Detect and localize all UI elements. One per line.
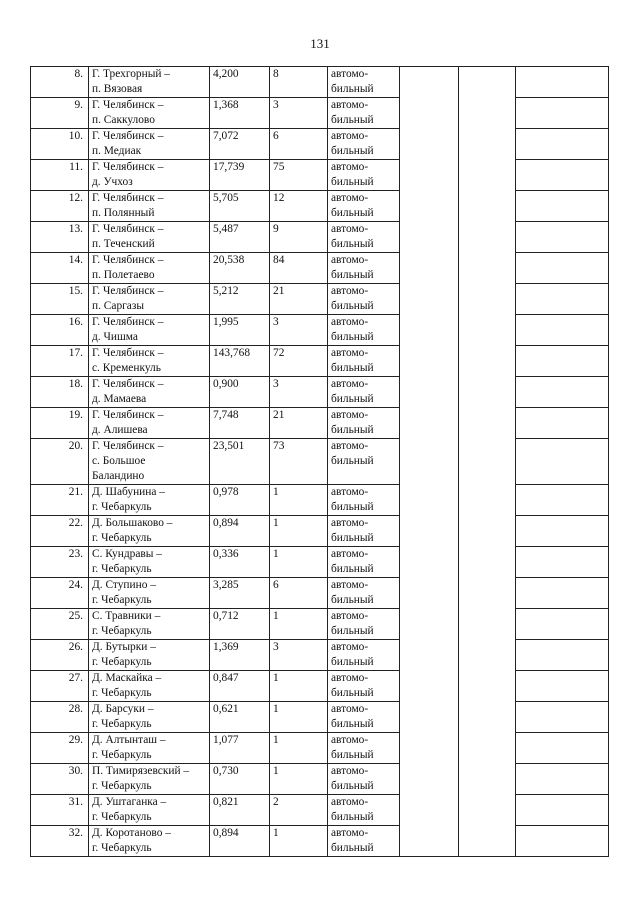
distance-cell: 1,369 bbox=[210, 640, 270, 671]
route-to: г. Чебаркуль bbox=[92, 625, 152, 637]
route-to: п. Медиак bbox=[92, 145, 142, 157]
route-cell bbox=[89, 222, 210, 253]
route-from: Д. Коротаново – bbox=[92, 827, 171, 839]
table-row bbox=[31, 439, 609, 485]
distance-cell: 0,712 bbox=[210, 609, 270, 640]
type-line-1: автомо- bbox=[331, 378, 369, 390]
blank-cell bbox=[516, 733, 609, 764]
type-line-1: автомо- bbox=[331, 827, 369, 839]
blank-cell bbox=[516, 253, 609, 284]
row-number: 22. bbox=[31, 516, 89, 547]
route-cell bbox=[89, 547, 210, 578]
route-from: Г. Трехгорный – bbox=[92, 68, 170, 80]
type-line-1: автомо- bbox=[331, 223, 369, 235]
type-line-2: бильный bbox=[331, 842, 374, 854]
route-cell bbox=[89, 516, 210, 547]
route-to: г. Чебаркуль bbox=[92, 594, 152, 606]
type-cell bbox=[328, 377, 400, 408]
distance-cell: 5,705 bbox=[210, 191, 270, 222]
blank-cell bbox=[516, 315, 609, 346]
distance-cell: 17,739 bbox=[210, 160, 270, 191]
type-cell bbox=[328, 609, 400, 640]
table-row bbox=[31, 191, 609, 222]
table-row bbox=[31, 160, 609, 191]
row-number: 20. bbox=[31, 439, 89, 485]
route-from: Г. Челябинск – bbox=[92, 130, 164, 142]
blank-cell bbox=[516, 516, 609, 547]
row-number: 10. bbox=[31, 129, 89, 160]
table-row bbox=[31, 284, 609, 315]
row-number: 19. bbox=[31, 408, 89, 439]
table-row bbox=[31, 671, 609, 702]
type-cell bbox=[328, 67, 400, 98]
row-number: 8. bbox=[31, 67, 89, 98]
count-cell: 1 bbox=[270, 671, 328, 702]
row-number: 17. bbox=[31, 346, 89, 377]
type-cell bbox=[328, 253, 400, 284]
type-cell bbox=[328, 439, 400, 485]
type-line-2: бильный bbox=[331, 811, 374, 823]
blank-cell bbox=[516, 191, 609, 222]
route-from: Г. Челябинск – bbox=[92, 285, 164, 297]
table-row bbox=[31, 222, 609, 253]
route-from: Г. Челябинск – bbox=[92, 99, 164, 111]
distance-cell: 5,212 bbox=[210, 284, 270, 315]
count-cell: 21 bbox=[270, 284, 328, 315]
row-number: 31. bbox=[31, 795, 89, 826]
route-from: Д. Бутырки – bbox=[92, 641, 156, 653]
type-cell bbox=[328, 547, 400, 578]
route-to: д. Алишева bbox=[92, 424, 148, 436]
route-cell bbox=[89, 795, 210, 826]
route-from: Г. Челябинск – bbox=[92, 161, 164, 173]
type-cell bbox=[328, 485, 400, 516]
blank-cell bbox=[516, 408, 609, 439]
distance-cell: 1,077 bbox=[210, 733, 270, 764]
count-cell: 2 bbox=[270, 795, 328, 826]
row-number: 32. bbox=[31, 826, 89, 857]
blank-cell bbox=[516, 671, 609, 702]
type-line-1: автомо- bbox=[331, 68, 369, 80]
row-number: 27. bbox=[31, 671, 89, 702]
table-row bbox=[31, 67, 609, 98]
route-cell bbox=[89, 129, 210, 160]
blank-cell bbox=[516, 764, 609, 795]
route-to: г. Чебаркуль bbox=[92, 811, 152, 823]
count-cell: 1 bbox=[270, 733, 328, 764]
route-cell bbox=[89, 67, 210, 98]
route-to: г. Чебаркуль bbox=[92, 749, 152, 761]
distance-cell: 0,900 bbox=[210, 377, 270, 408]
type-cell bbox=[328, 191, 400, 222]
type-line-1: автомо- bbox=[331, 703, 369, 715]
blank-cell bbox=[516, 795, 609, 826]
table-row bbox=[31, 547, 609, 578]
distance-cell: 3,285 bbox=[210, 578, 270, 609]
table-row bbox=[31, 129, 609, 160]
distance-cell: 0,894 bbox=[210, 516, 270, 547]
route-cell bbox=[89, 702, 210, 733]
table-row bbox=[31, 377, 609, 408]
table-row bbox=[31, 578, 609, 609]
row-number: 26. bbox=[31, 640, 89, 671]
table-row bbox=[31, 315, 609, 346]
count-cell: 72 bbox=[270, 346, 328, 377]
type-line-1: автомо- bbox=[331, 192, 369, 204]
type-cell bbox=[328, 640, 400, 671]
table-row bbox=[31, 733, 609, 764]
distance-cell: 1,995 bbox=[210, 315, 270, 346]
route-to: д. Учхоз bbox=[92, 176, 133, 188]
route-to: п. Саккулово bbox=[92, 114, 155, 126]
count-cell: 9 bbox=[270, 222, 328, 253]
row-number: 18. bbox=[31, 377, 89, 408]
distance-cell: 0,730 bbox=[210, 764, 270, 795]
route-to: п. Полетаево bbox=[92, 269, 155, 281]
distance-cell: 0,847 bbox=[210, 671, 270, 702]
type-line-1: автомо- bbox=[331, 796, 369, 808]
type-line-1: автомо- bbox=[331, 610, 369, 622]
count-cell: 21 bbox=[270, 408, 328, 439]
route-to: п. Полянный bbox=[92, 207, 155, 219]
route-cell bbox=[89, 578, 210, 609]
distance-cell: 0,821 bbox=[210, 795, 270, 826]
row-number: 15. bbox=[31, 284, 89, 315]
blank-cell bbox=[516, 640, 609, 671]
route-from: С. Травники – bbox=[92, 610, 161, 622]
route-from: Г. Челябинск – bbox=[92, 378, 164, 390]
type-line-1: автомо- bbox=[331, 486, 369, 498]
type-cell bbox=[328, 702, 400, 733]
count-cell: 8 bbox=[270, 67, 328, 98]
route-cell bbox=[89, 609, 210, 640]
table-row bbox=[31, 702, 609, 733]
route-to: г. Чебаркуль bbox=[92, 656, 152, 668]
distance-cell: 7,748 bbox=[210, 408, 270, 439]
type-line-2: бильный bbox=[331, 625, 374, 637]
blank-cell bbox=[516, 439, 609, 485]
route-cell bbox=[89, 439, 210, 485]
route-from: Г. Челябинск – bbox=[92, 347, 164, 359]
table-row bbox=[31, 408, 609, 439]
count-cell: 1 bbox=[270, 702, 328, 733]
route-cell bbox=[89, 408, 210, 439]
route-to: г. Чебаркуль bbox=[92, 563, 152, 575]
route-cell bbox=[89, 191, 210, 222]
row-number: 25. bbox=[31, 609, 89, 640]
row-number: 24. bbox=[31, 578, 89, 609]
blank-cell bbox=[516, 98, 609, 129]
type-line-2: бильный bbox=[331, 114, 374, 126]
table-row bbox=[31, 826, 609, 857]
distance-cell: 0,894 bbox=[210, 826, 270, 857]
type-line-1: автомо- bbox=[331, 548, 369, 560]
route-from: П. Тимирязевский – bbox=[92, 765, 190, 777]
type-line-1: автомо- bbox=[331, 765, 369, 777]
table-row bbox=[31, 98, 609, 129]
count-cell: 84 bbox=[270, 253, 328, 284]
type-line-2: бильный bbox=[331, 656, 374, 668]
count-cell: 12 bbox=[270, 191, 328, 222]
table-row bbox=[31, 485, 609, 516]
count-cell: 3 bbox=[270, 315, 328, 346]
count-cell: 3 bbox=[270, 98, 328, 129]
row-number: 16. bbox=[31, 315, 89, 346]
type-line-1: автомо- bbox=[331, 347, 369, 359]
count-cell: 1 bbox=[270, 547, 328, 578]
type-line-1: автомо- bbox=[331, 130, 369, 142]
type-line-2: бильный bbox=[331, 532, 374, 544]
type-cell bbox=[328, 671, 400, 702]
blank-cell bbox=[516, 67, 609, 98]
route-to: г. Чебаркуль bbox=[92, 718, 152, 730]
route-cell bbox=[89, 284, 210, 315]
type-cell bbox=[328, 284, 400, 315]
route-cell bbox=[89, 315, 210, 346]
distance-cell: 0,336 bbox=[210, 547, 270, 578]
row-number: 14. bbox=[31, 253, 89, 284]
route-cell bbox=[89, 377, 210, 408]
type-line-2: бильный bbox=[331, 176, 374, 188]
count-cell: 73 bbox=[270, 439, 328, 485]
route-to: г. Чебаркуль bbox=[92, 532, 152, 544]
row-number: 28. bbox=[31, 702, 89, 733]
type-cell bbox=[328, 733, 400, 764]
blank-cell bbox=[516, 160, 609, 191]
route-cell bbox=[89, 826, 210, 857]
route-from: Д. Ступино – bbox=[92, 579, 156, 591]
route-to: г. Чебаркуль bbox=[92, 687, 152, 699]
type-line-1: автомо- bbox=[331, 641, 369, 653]
route-from: Д. Барсуки – bbox=[92, 703, 154, 715]
type-line-1: автомо- bbox=[331, 285, 369, 297]
blank-cell bbox=[516, 578, 609, 609]
type-cell bbox=[328, 222, 400, 253]
row-number: 30. bbox=[31, 764, 89, 795]
type-line-2: бильный bbox=[331, 145, 374, 157]
type-line-1: автомо- bbox=[331, 316, 369, 328]
type-cell bbox=[328, 98, 400, 129]
type-line-2: бильный bbox=[331, 331, 374, 343]
distance-cell: 143,768 bbox=[210, 346, 270, 377]
type-line-2: бильный bbox=[331, 300, 374, 312]
count-cell: 1 bbox=[270, 516, 328, 547]
table-row bbox=[31, 764, 609, 795]
row-number: 11. bbox=[31, 160, 89, 191]
route-to: с. Кременкуль bbox=[92, 362, 161, 374]
route-from: Г. Челябинск – bbox=[92, 440, 164, 452]
blank-column-7 bbox=[459, 67, 516, 857]
route-cell bbox=[89, 640, 210, 671]
type-line-2: бильный bbox=[331, 749, 374, 761]
table-row bbox=[31, 609, 609, 640]
count-cell: 75 bbox=[270, 160, 328, 191]
table-row bbox=[31, 795, 609, 826]
type-line-1: автомо- bbox=[331, 672, 369, 684]
route-cell bbox=[89, 98, 210, 129]
type-line-1: автомо- bbox=[331, 409, 369, 421]
type-line-2: бильный bbox=[331, 424, 374, 436]
distance-cell: 20,538 bbox=[210, 253, 270, 284]
type-line-1: автомо- bbox=[331, 254, 369, 266]
blank-cell bbox=[516, 826, 609, 857]
route-cell bbox=[89, 346, 210, 377]
route-from: Д. Уштаганка – bbox=[92, 796, 167, 808]
blank-cell bbox=[516, 547, 609, 578]
count-cell: 3 bbox=[270, 377, 328, 408]
blank-cell bbox=[516, 346, 609, 377]
type-line-1: автомо- bbox=[331, 440, 369, 452]
distance-cell: 0,621 bbox=[210, 702, 270, 733]
table-row bbox=[31, 253, 609, 284]
route-to: д. Мамаева bbox=[92, 393, 147, 405]
route-to: г. Чебаркуль bbox=[92, 780, 152, 792]
table-row bbox=[31, 640, 609, 671]
type-line-1: автомо- bbox=[331, 734, 369, 746]
type-cell bbox=[328, 826, 400, 857]
type-line-2: бильный bbox=[331, 718, 374, 730]
type-line-1: автомо- bbox=[331, 161, 369, 173]
type-cell bbox=[328, 795, 400, 826]
type-cell bbox=[328, 516, 400, 547]
count-cell: 6 bbox=[270, 578, 328, 609]
type-cell bbox=[328, 160, 400, 191]
type-line-1: автомо- bbox=[331, 579, 369, 591]
route-from: Г. Челябинск – bbox=[92, 192, 164, 204]
route-from: Г. Челябинск – bbox=[92, 254, 164, 266]
distance-cell: 5,487 bbox=[210, 222, 270, 253]
row-number: 12. bbox=[31, 191, 89, 222]
route-cell bbox=[89, 485, 210, 516]
route-to: д. Чишма bbox=[92, 331, 138, 343]
distance-cell: 7,072 bbox=[210, 129, 270, 160]
route-cell bbox=[89, 764, 210, 795]
type-cell bbox=[328, 764, 400, 795]
type-cell bbox=[328, 315, 400, 346]
type-line-2: бильный bbox=[331, 687, 374, 699]
row-number: 13. bbox=[31, 222, 89, 253]
type-line-2: бильный bbox=[331, 563, 374, 575]
route-from: Д. Алтынташ – bbox=[92, 734, 166, 746]
blank-column-6 bbox=[400, 67, 459, 857]
page-number: 131 bbox=[310, 36, 330, 51]
type-line-2: бильный bbox=[331, 207, 374, 219]
count-cell: 1 bbox=[270, 609, 328, 640]
table-row bbox=[31, 346, 609, 377]
blank-cell bbox=[516, 485, 609, 516]
row-number: 9. bbox=[31, 98, 89, 129]
type-line-2: бильный bbox=[331, 501, 374, 513]
distance-cell: 23,501 bbox=[210, 439, 270, 485]
type-line-2: бильный bbox=[331, 269, 374, 281]
route-to-extra: Баландино bbox=[92, 470, 145, 482]
route-cell bbox=[89, 253, 210, 284]
blank-cell bbox=[516, 609, 609, 640]
routes-table bbox=[30, 66, 609, 857]
route-from: Д. Шабунина – bbox=[92, 486, 165, 498]
count-cell: 3 bbox=[270, 640, 328, 671]
count-cell: 1 bbox=[270, 485, 328, 516]
type-line-2: бильный bbox=[331, 393, 374, 405]
type-line-2: бильный bbox=[331, 455, 374, 467]
blank-cell bbox=[516, 129, 609, 160]
distance-cell: 4,200 bbox=[210, 67, 270, 98]
route-from: Д. Большаково – bbox=[92, 517, 173, 529]
route-cell bbox=[89, 671, 210, 702]
type-line-1: автомо- bbox=[331, 517, 369, 529]
routes-table-body bbox=[31, 67, 609, 857]
type-cell bbox=[328, 408, 400, 439]
row-number: 29. bbox=[31, 733, 89, 764]
blank-cell bbox=[516, 284, 609, 315]
table-row bbox=[31, 516, 609, 547]
row-number: 23. bbox=[31, 547, 89, 578]
blank-cell bbox=[516, 702, 609, 733]
route-to: п. Теченский bbox=[92, 238, 155, 250]
route-cell bbox=[89, 733, 210, 764]
type-line-2: бильный bbox=[331, 362, 374, 374]
type-line-2: бильный bbox=[331, 594, 374, 606]
blank-cell bbox=[516, 377, 609, 408]
route-to: с. Большое bbox=[92, 455, 146, 467]
type-cell bbox=[328, 346, 400, 377]
type-line-2: бильный bbox=[331, 83, 374, 95]
route-to: п. Саргазы bbox=[92, 300, 145, 312]
route-to: г. Чебаркуль bbox=[92, 842, 152, 854]
route-from: Г. Челябинск – bbox=[92, 409, 164, 421]
type-line-1: автомо- bbox=[331, 99, 369, 111]
type-line-2: бильный bbox=[331, 780, 374, 792]
type-cell bbox=[328, 129, 400, 160]
count-cell: 6 bbox=[270, 129, 328, 160]
route-from: Г. Челябинск – bbox=[92, 316, 164, 328]
route-to: п. Вязовая bbox=[92, 83, 143, 95]
route-from: Д. Маскайка – bbox=[92, 672, 162, 684]
count-cell: 1 bbox=[270, 764, 328, 795]
distance-cell: 1,368 bbox=[210, 98, 270, 129]
blank-cell bbox=[516, 222, 609, 253]
route-from: С. Кундравы – bbox=[92, 548, 162, 560]
route-from: Г. Челябинск – bbox=[92, 223, 164, 235]
type-cell bbox=[328, 578, 400, 609]
route-to: г. Чебаркуль bbox=[92, 501, 152, 513]
type-line-2: бильный bbox=[331, 238, 374, 250]
route-cell bbox=[89, 160, 210, 191]
distance-cell: 0,978 bbox=[210, 485, 270, 516]
count-cell: 1 bbox=[270, 826, 328, 857]
row-number: 21. bbox=[31, 485, 89, 516]
